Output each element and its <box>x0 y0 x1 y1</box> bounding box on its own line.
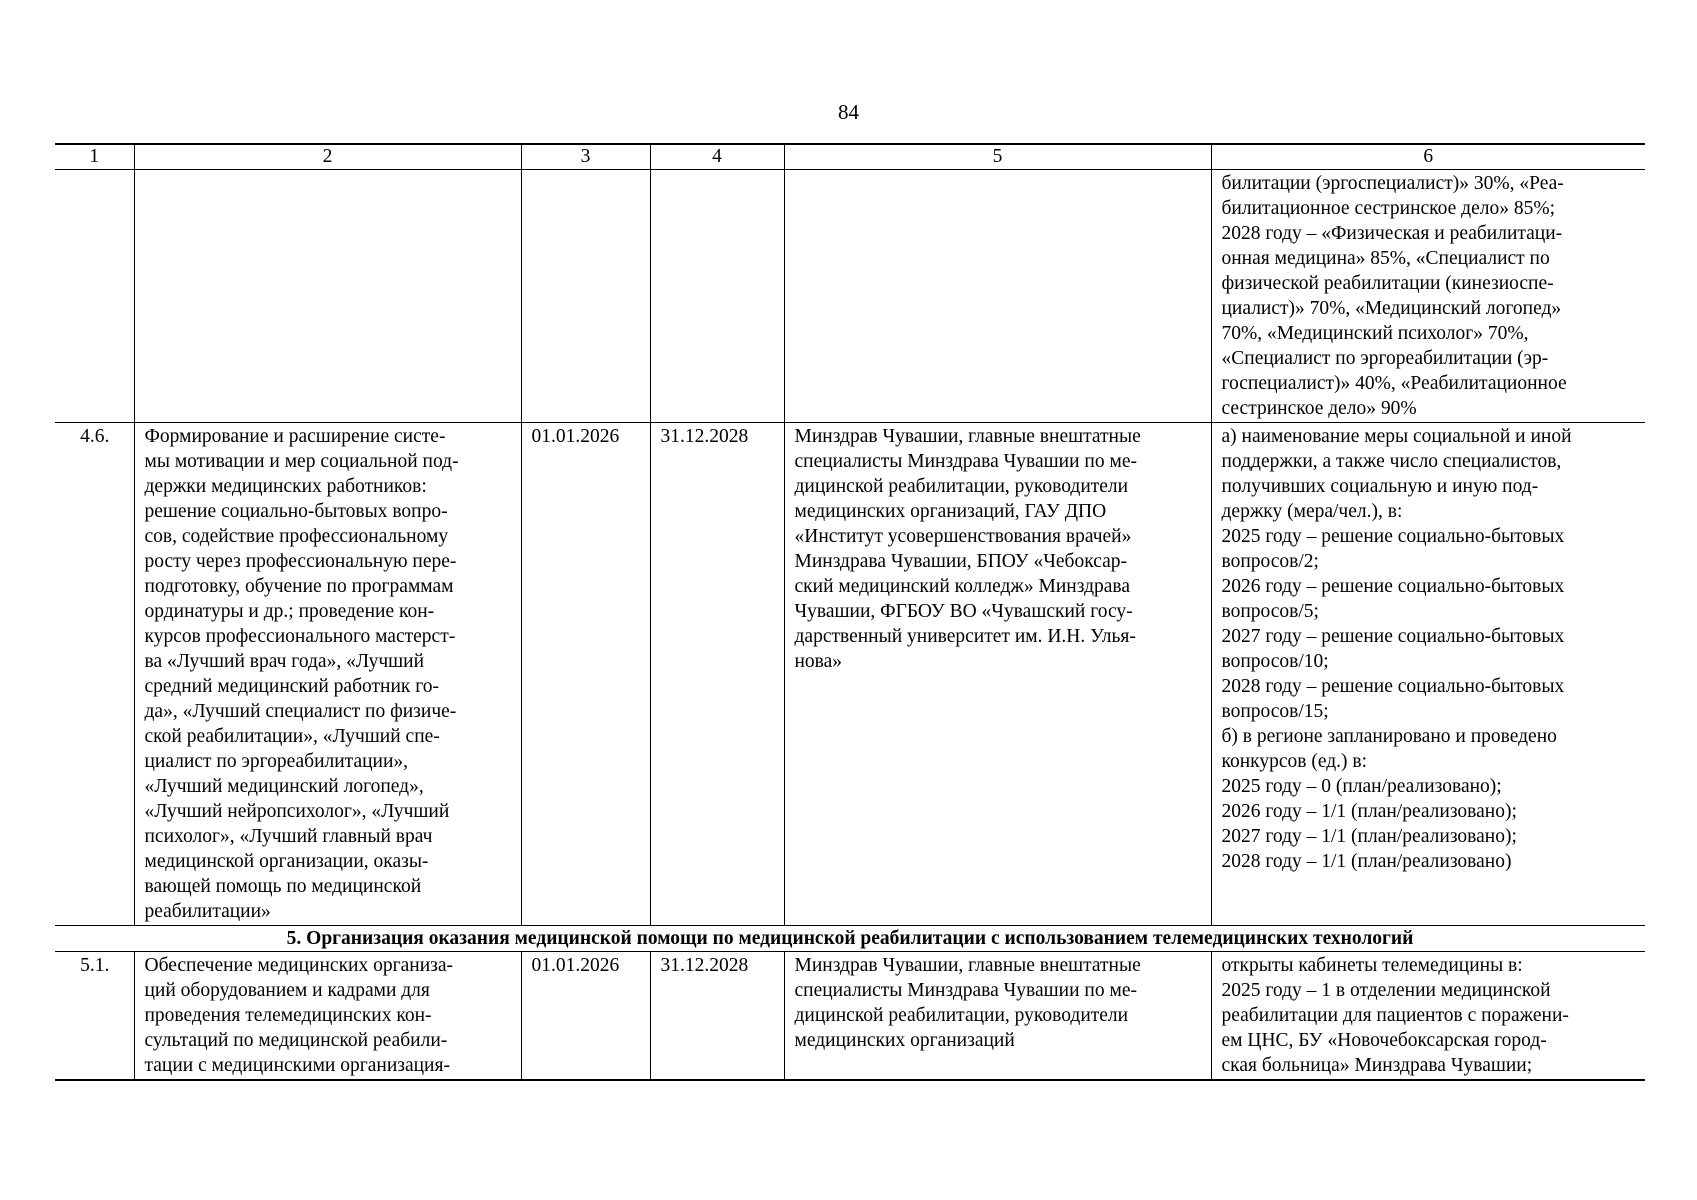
column-number-4: 4 <box>650 144 784 170</box>
text-line: 2027 году – 1/1 (план/реализовано); <box>1221 826 1517 847</box>
text-line: Минздрав Чувашии, главные внештатные <box>794 955 1141 976</box>
column-number-6: 6 <box>1211 144 1645 170</box>
continuation-col4 <box>650 170 784 423</box>
text-line: открыты кабинеты телемедицины в: <box>1221 955 1523 976</box>
text-line: циалист)» 70%, «Медицинский логопед» <box>1221 298 1562 319</box>
measure-description <box>134 952 521 1081</box>
text-line: дицинской реабилитации, руководители <box>794 476 1129 497</box>
text-line: ский медицинский колледж» Минздрава <box>794 576 1130 597</box>
text-line: подготовку, обучение по программам <box>144 576 454 597</box>
text-line: билитации (эргоспециалист)» 30%, «Реа- <box>1221 173 1564 194</box>
text-line: б) в регионе запланировано и проведено <box>1221 726 1557 747</box>
column-number-row <box>55 144 1645 170</box>
text-line: «Институт усовершенствования врачей» <box>794 526 1132 547</box>
text-line: реабилитации» <box>144 901 271 922</box>
text-line: Обеспечение медицинских организа- <box>144 955 453 976</box>
measure-description <box>134 423 521 926</box>
text-line: росту через профессиональную пере- <box>144 551 457 572</box>
text-line: тации с медицинскими организация- <box>144 1055 450 1076</box>
text-line: 2026 году – решение социально-бытовых <box>1221 576 1565 597</box>
start-date: 01.01.2026 <box>521 952 650 1081</box>
text-line: да», «Лучший специалист по физиче- <box>144 701 457 722</box>
start-date: 01.01.2026 <box>521 423 650 926</box>
text-line: физической реабилитации (кинезиоспе- <box>1221 273 1554 294</box>
text-line: «Лучший нейропсихолог», «Лучший <box>144 801 450 822</box>
row-number: 4.6. <box>55 423 134 926</box>
text-line: медицинских организаций <box>794 1030 1015 1051</box>
continuation-col2 <box>134 170 521 423</box>
expected-result <box>1211 423 1645 926</box>
text-line: реабилитации для пациентов с поражени- <box>1221 1005 1569 1026</box>
text-line: курсов профессионального мастерст- <box>144 626 456 647</box>
section-title: 5. Организация оказания медицинской помощи по медицинской реабилитации с использованием телемедицинских технологий <box>55 926 1645 952</box>
text-line: Формирование и расширение систе- <box>144 426 446 447</box>
continuation-col5 <box>784 170 1211 423</box>
text-line: дицинской реабилитации, руководители <box>794 1005 1129 1026</box>
text-line: 2025 году – 0 (план/реализовано); <box>1221 776 1502 797</box>
responsible-executors <box>784 952 1211 1081</box>
text-line: 70%, «Медицинский психолог» 70%, <box>1221 323 1529 344</box>
row-number: 5.1. <box>55 952 134 1081</box>
end-date: 31.12.2028 <box>650 952 784 1081</box>
text-line: ций оборудованием и кадрами для <box>144 980 430 1001</box>
table-row-5-1 <box>55 952 1645 1081</box>
column-number-3: 3 <box>521 144 650 170</box>
text-line: получивших социальную и иную под- <box>1221 476 1539 497</box>
continuation-col6 <box>1211 170 1645 423</box>
text-line: ва «Лучший врач года», «Лучший <box>144 651 425 672</box>
text-line: «Специалист по эргореабилитации (эр- <box>1221 348 1549 369</box>
text-line: держку (мера/чел.), в: <box>1221 501 1403 522</box>
text-line: циалист по эргореабилитации», <box>144 751 409 772</box>
text-line: специалисты Минздрава Чувашии по ме- <box>794 451 1137 472</box>
text-line: медицинской организации, оказы- <box>144 851 429 872</box>
text-line: ординатуры и др.; проведение кон- <box>144 601 435 622</box>
text-line: Чувашии, ФГБОУ ВО «Чувашский госу- <box>794 601 1133 622</box>
text-line: держки медицинских работников: <box>144 476 427 497</box>
column-number-2: 2 <box>134 144 521 170</box>
text-line: 2028 году – «Физическая и реабилитаци- <box>1221 223 1563 244</box>
text-line: психолог», «Лучший главный врач <box>144 826 433 847</box>
text-line: госпециалист)» 40%, «Реабилитационное <box>1221 373 1567 394</box>
text-line: вопросов/10; <box>1221 651 1329 672</box>
continuation-col3 <box>521 170 650 423</box>
section-header-row <box>55 926 1645 952</box>
text-line: Минздрав Чувашии, главные внештатные <box>794 426 1141 447</box>
text-line: специалисты Минздрава Чувашии по ме- <box>794 980 1137 1001</box>
text-line: а) наименование меры социальной и иной <box>1221 426 1572 447</box>
text-line: поддержки, а также число специалистов, <box>1221 451 1562 472</box>
text-line: дарственный университет им. И.Н. Улья- <box>794 626 1136 647</box>
column-number-1: 1 <box>55 144 134 170</box>
text-line: средний медицинский работник го- <box>144 676 439 697</box>
text-line: проведения телемедицинских кон- <box>144 1005 432 1026</box>
text-line: 2025 году – 1 в отделении медицинской <box>1221 980 1551 1001</box>
continuation-col1 <box>55 170 134 423</box>
column-number-5: 5 <box>784 144 1211 170</box>
text-line: решение социально-бытовых вопро- <box>144 501 448 522</box>
text-line: «Лучший медицинский логопед», <box>144 776 424 797</box>
text-line: сов, содействие профессиональному <box>144 526 449 547</box>
text-line: ем ЦНС, БУ «Новочебоксарская город- <box>1221 1030 1547 1051</box>
text-line: 2025 году – решение социально-бытовых <box>1221 526 1565 547</box>
end-date: 31.12.2028 <box>650 423 784 926</box>
text-line: онная медицина» 85%, «Специалист по <box>1221 248 1550 269</box>
text-line: билитационное сестринское дело» 85%; <box>1221 198 1556 219</box>
plan-table <box>55 143 1645 1081</box>
text-line: 2027 году – решение социально-бытовых <box>1221 626 1565 647</box>
text-line: медицинских организаций, ГАУ ДПО <box>794 501 1107 522</box>
responsible-executors <box>784 423 1211 926</box>
text-line: Минздрава Чувашии, БПОУ «Чебоксар- <box>794 551 1128 572</box>
continuation-row <box>55 170 1645 423</box>
text-line: ской реабилитации», «Лучший спе- <box>144 726 440 747</box>
text-line: 2026 году – 1/1 (план/реализовано); <box>1221 801 1517 822</box>
text-line: 2028 году – решение социально-бытовых <box>1221 676 1565 697</box>
text-line: мы мотивации и мер социальной под- <box>144 451 459 472</box>
text-line: нова» <box>794 651 843 672</box>
text-line: вопросов/2; <box>1221 551 1319 572</box>
expected-result <box>1211 952 1645 1081</box>
text-line: вающей помощь по медицинской <box>144 876 422 897</box>
text-line: вопросов/5; <box>1221 601 1319 622</box>
text-line: вопросов/15; <box>1221 701 1329 722</box>
table-row-4-6 <box>55 423 1645 926</box>
text-line: сестринское дело» 90% <box>1221 398 1417 419</box>
text-line: 2028 году – 1/1 (план/реализовано) <box>1221 851 1512 872</box>
page-number: 84 <box>838 100 859 124</box>
text-line: ская больница» Минздрава Чувашии; <box>1221 1055 1533 1076</box>
text-line: сультаций по медицинской реабили- <box>144 1030 448 1051</box>
text-line: конкурсов (ед.) в: <box>1221 751 1368 772</box>
